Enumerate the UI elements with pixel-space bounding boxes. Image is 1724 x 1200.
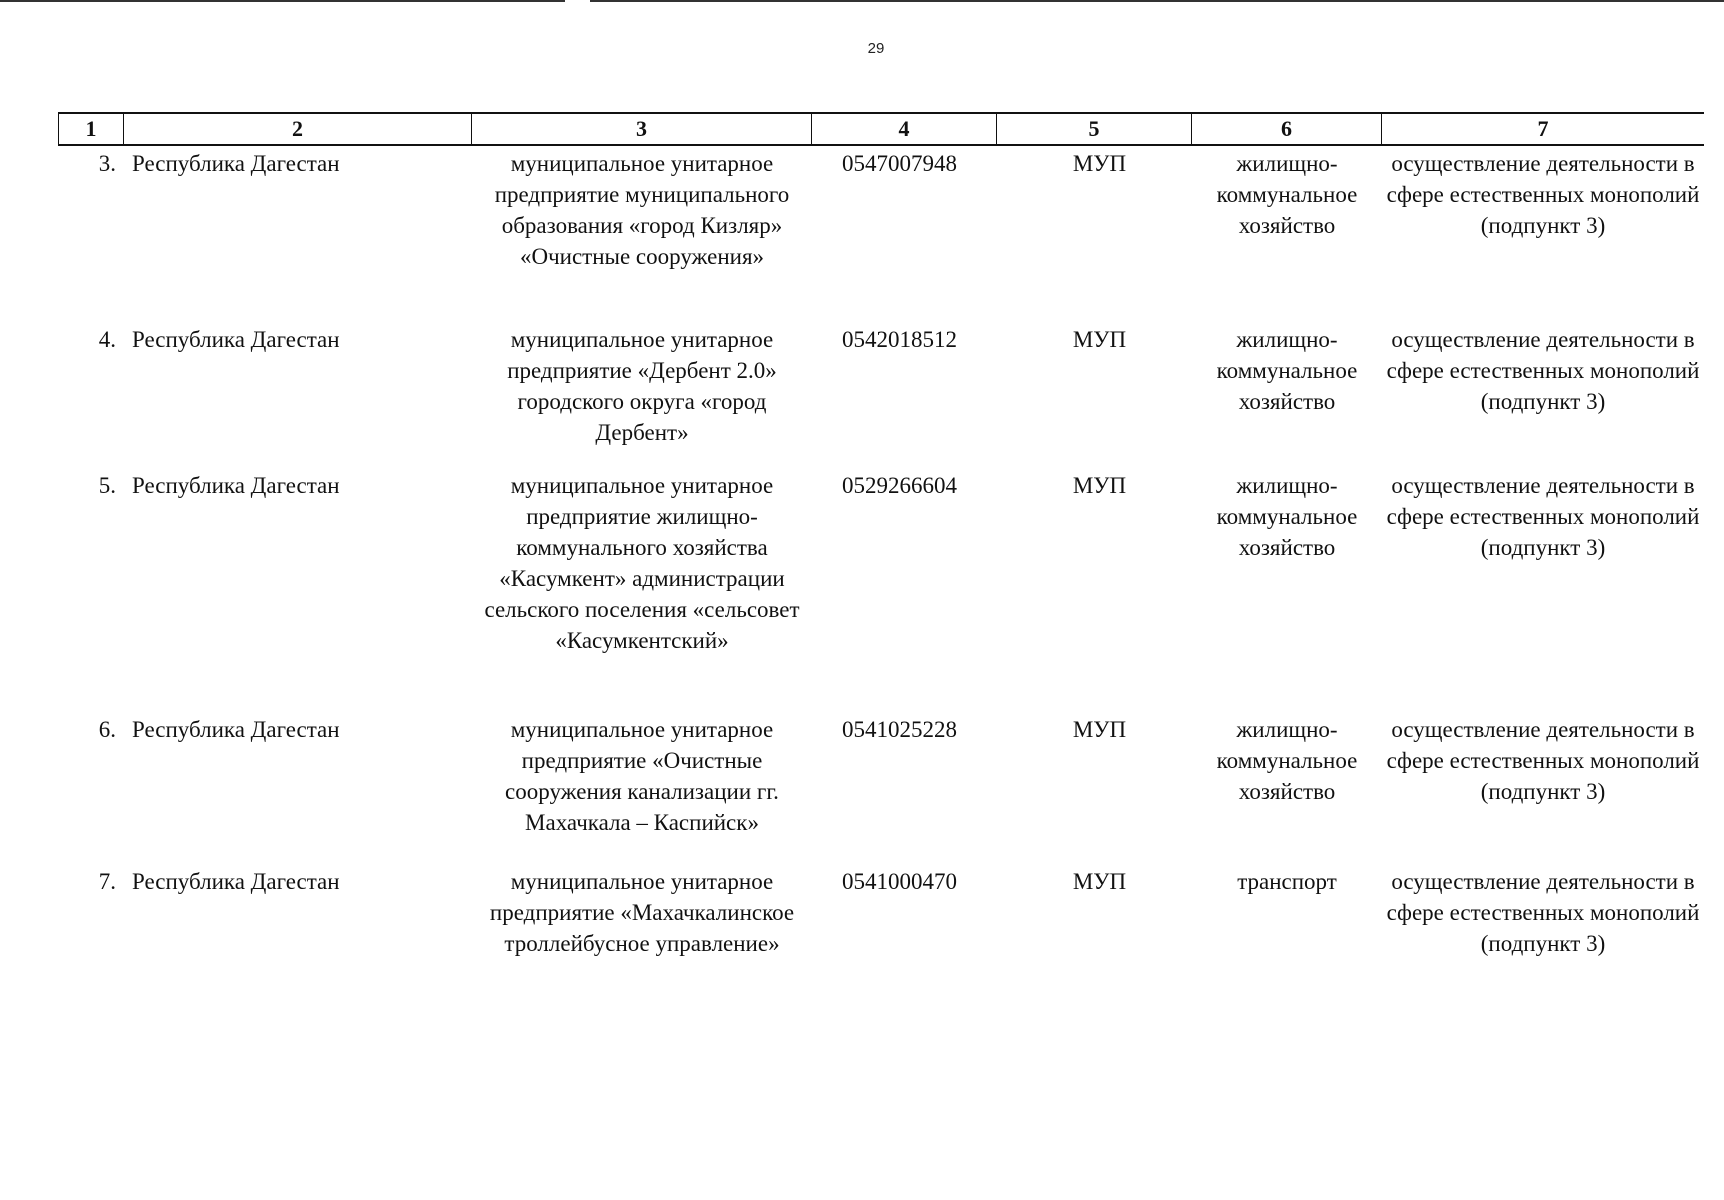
- region-cell: Республика Дагестан: [132, 869, 340, 894]
- row-number: 3.: [98, 151, 116, 176]
- inn-cell: 0542018512: [842, 327, 957, 352]
- legal-form-cell: МУП: [1072, 717, 1127, 742]
- enterprise-name-cell: муниципальное унитарное предприятие «Дербент 2.0» городского округа «город Дербент»: [507, 327, 777, 445]
- page-top-border: [0, 0, 1724, 2]
- row-number: 6.: [98, 717, 116, 742]
- sector-cell: жилищно-коммунальное хозяйство: [1216, 717, 1358, 804]
- table-body: [58, 148, 1704, 1026]
- column-header-1: 1: [58, 114, 124, 144]
- region-cell: Республика Дагестан: [132, 327, 340, 352]
- enterprise-name-cell: муниципальное унитарное предприятие «Махачкалинское троллейбусное управление»: [489, 869, 795, 956]
- row-number: 4.: [98, 327, 116, 352]
- table-row: [58, 714, 1704, 866]
- table-row: [58, 148, 1704, 324]
- legal-form-cell: МУП: [1072, 869, 1127, 894]
- inn-cell: 0529266604: [842, 473, 957, 498]
- enterprise-name-cell: муниципальное унитарное предприятие «Очистные сооружения канализации гг. Махачкала – Каспийск»: [505, 717, 779, 835]
- enterprise-name-cell: муниципальное унитарное предприятие жилищно-коммунального хозяйства «Касумкент» администрации сельского поселения «сельсовет «Касумкентский»: [484, 473, 800, 653]
- page-number: 29: [867, 40, 885, 57]
- row-number: 5.: [98, 473, 116, 498]
- legal-form-cell: МУП: [1072, 151, 1127, 176]
- column-header-2: 2: [124, 114, 472, 144]
- sector-cell: жилищно-коммунальное хозяйство: [1216, 473, 1358, 560]
- page-top-border-gap: [565, 0, 590, 3]
- region-cell: Республика Дагестан: [132, 151, 340, 176]
- inn-cell: 0541000470: [842, 869, 957, 894]
- table-row: [58, 324, 1704, 470]
- sector-cell: жилищно-коммунальное хозяйство: [1216, 151, 1358, 238]
- row-number: 7.: [98, 869, 116, 894]
- legal-form-cell: МУП: [1072, 327, 1127, 352]
- legal-form-cell: МУП: [1072, 473, 1127, 498]
- sector-cell: транспорт: [1237, 869, 1337, 894]
- basis-cell: осуществление деятельности в сфере естественных монополий (подпункт 3): [1386, 717, 1700, 804]
- inn-cell: 0547007948: [842, 151, 957, 176]
- basis-cell: осуществление деятельности в сфере естественных монополий (подпункт 3): [1386, 473, 1700, 560]
- column-header-4: 4: [812, 114, 997, 144]
- basis-cell: осуществление деятельности в сфере естественных монополий (подпункт 3): [1386, 327, 1700, 414]
- inn-cell: 0541025228: [842, 717, 957, 742]
- basis-cell: осуществление деятельности в сфере естественных монополий (подпункт 3): [1386, 151, 1700, 238]
- column-header-3: 3: [472, 114, 812, 144]
- column-header-6: 6: [1192, 114, 1382, 144]
- column-header-7: 7: [1537, 116, 1549, 141]
- table-row: [58, 470, 1704, 714]
- table-row: [58, 866, 1704, 1026]
- column-header-5: 5: [997, 114, 1192, 144]
- enterprise-name-cell: муниципальное унитарное предприятие муниципального образования «город Кизляр» «Очистные сооружения»: [494, 151, 790, 269]
- sector-cell: жилищно-коммунальное хозяйство: [1216, 327, 1358, 414]
- region-cell: Республика Дагестан: [132, 473, 340, 498]
- table-header-row: [58, 112, 1704, 146]
- basis-cell: осуществление деятельности в сфере естественных монополий (подпункт 3): [1386, 869, 1700, 956]
- region-cell: Республика Дагестан: [132, 717, 340, 742]
